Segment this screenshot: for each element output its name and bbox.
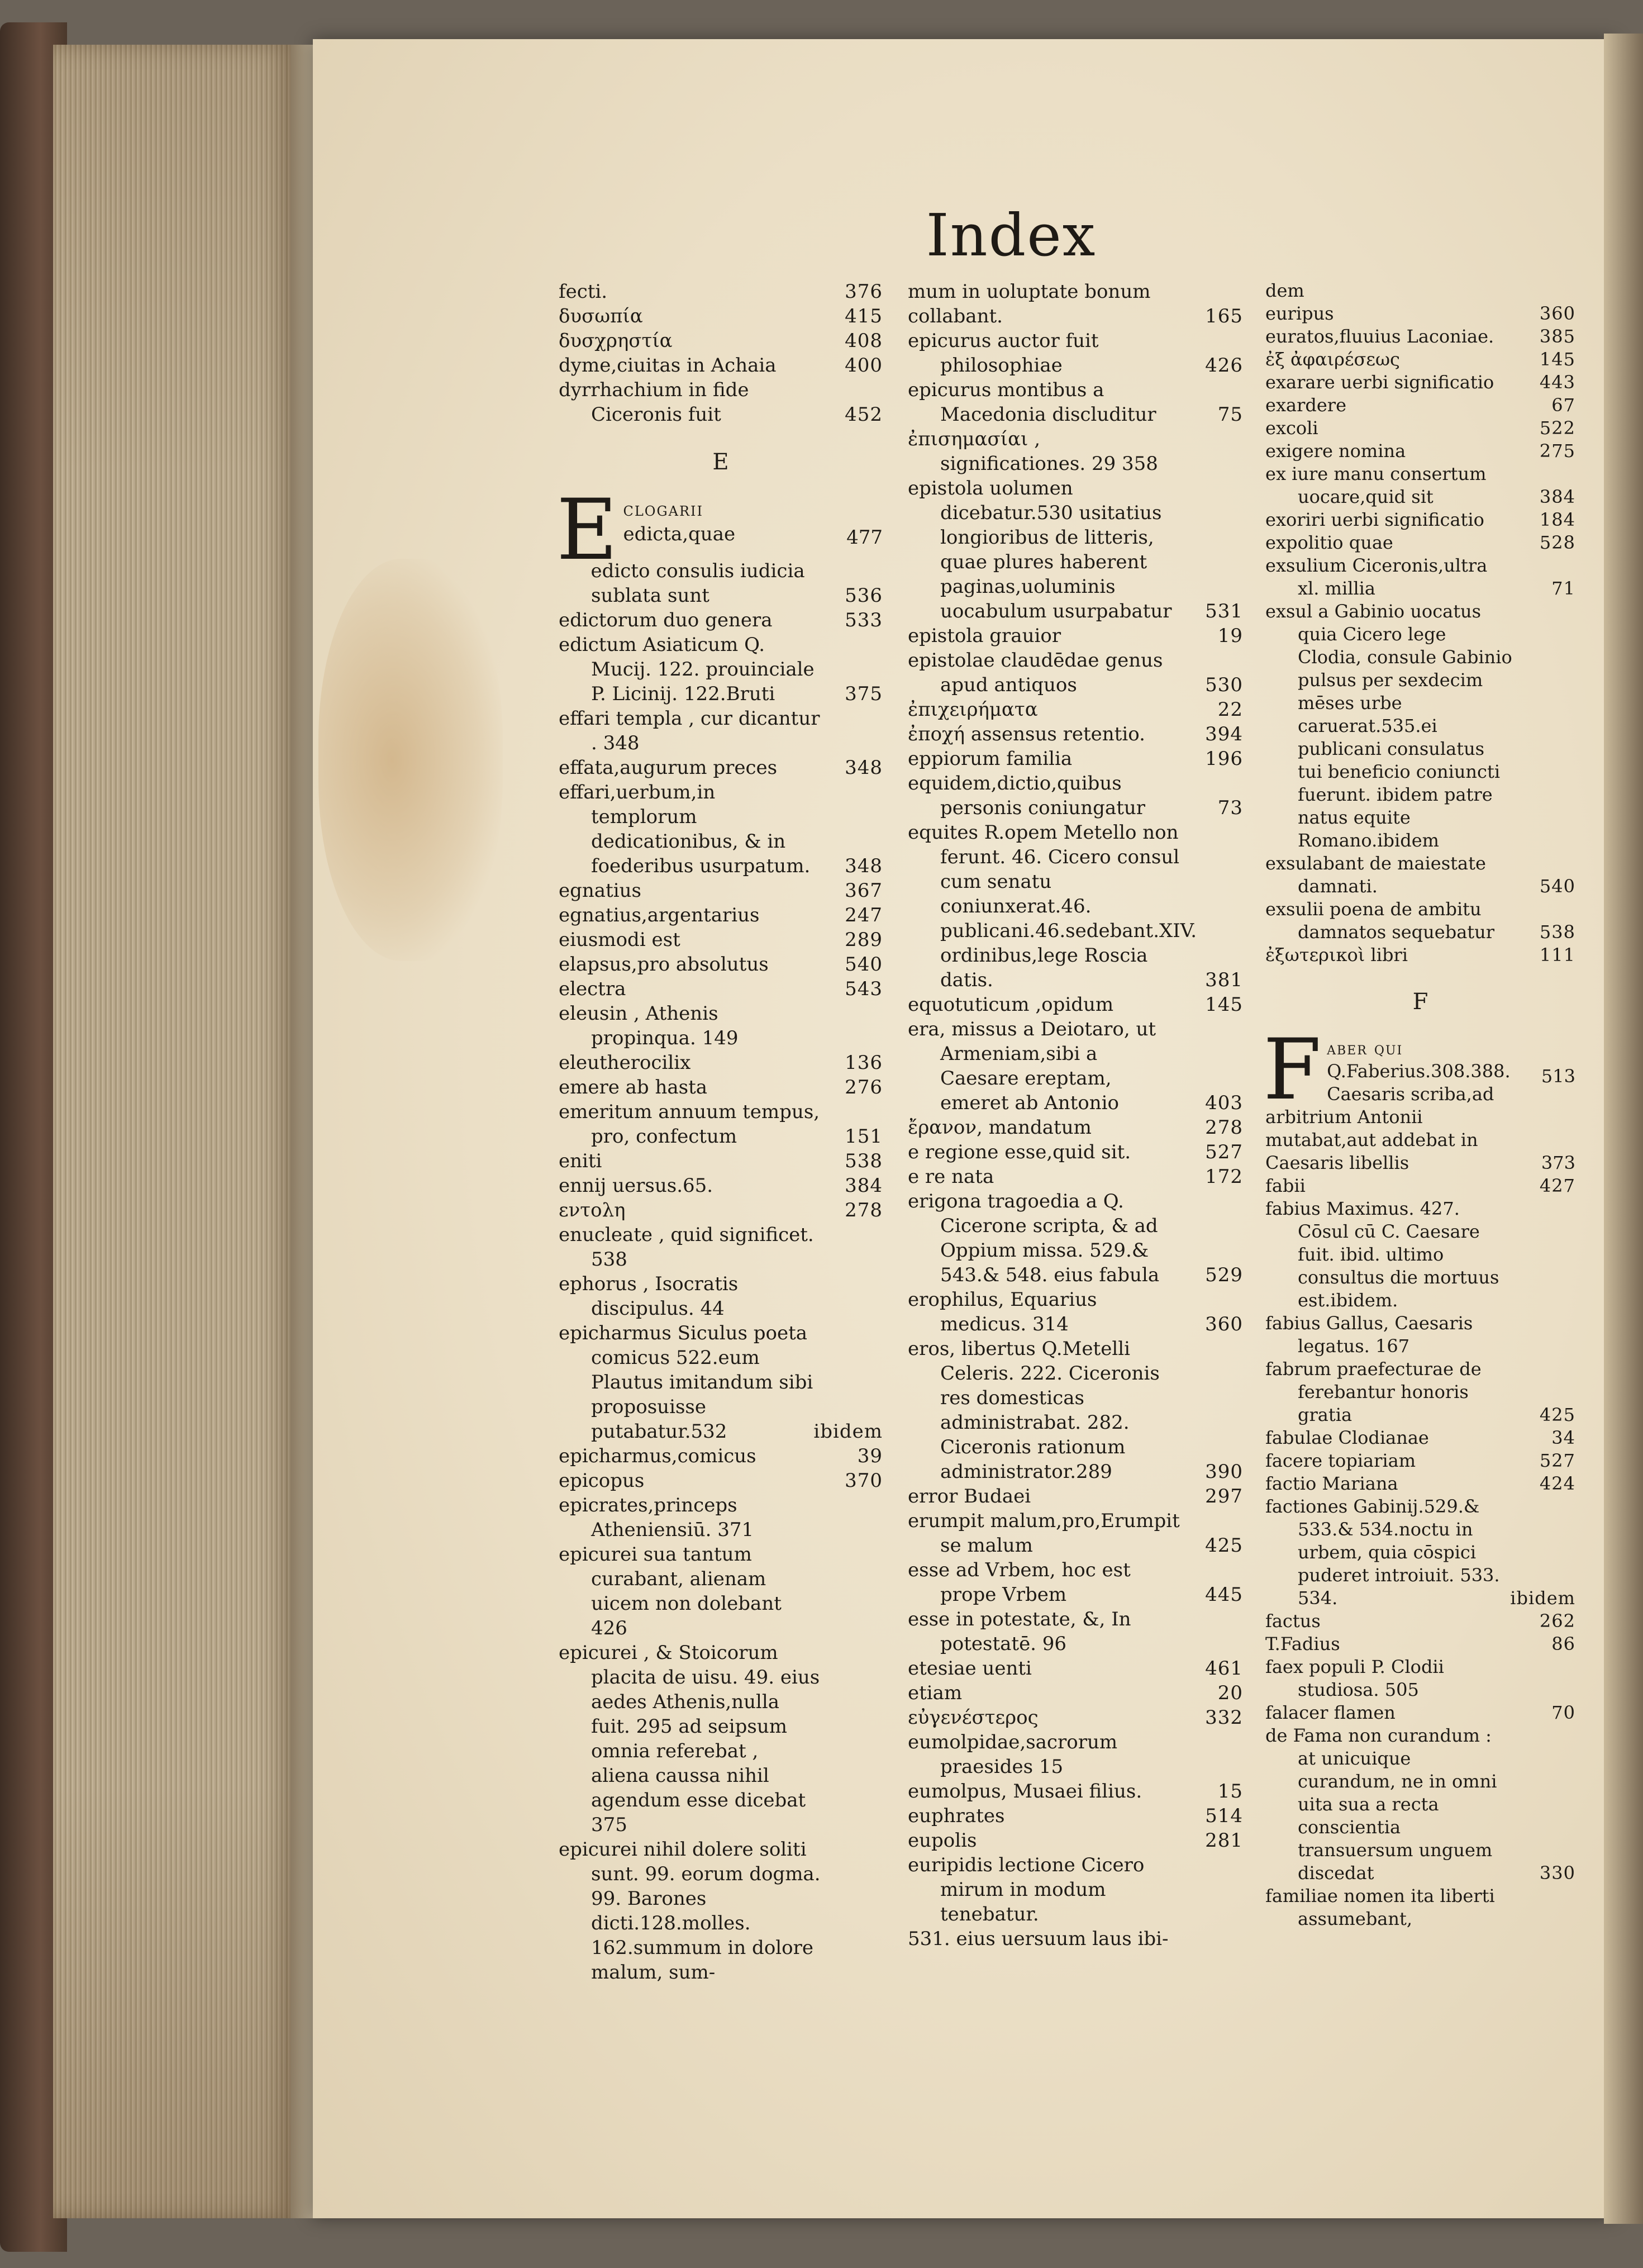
index-entry xyxy=(908,1804,1243,1828)
index-entry xyxy=(559,1149,883,1173)
entry-text: equotuticum ,opidum xyxy=(908,993,1114,1016)
entry-text: expolitio quae xyxy=(1265,532,1393,553)
page-reference: 538 xyxy=(1539,921,1575,943)
index-entry xyxy=(1265,417,1575,440)
index-entry xyxy=(559,1321,883,1444)
entry-text: euripus xyxy=(1265,303,1334,324)
page-reference: 360 xyxy=(1205,1313,1243,1335)
entry-text: edicta,quae xyxy=(623,523,736,545)
entry-text: εὐγενέστερος xyxy=(908,1706,1039,1729)
entry-text: epicrates,princeps Atheniensiū. 371 xyxy=(559,1494,754,1541)
entry-text: dem xyxy=(1265,280,1304,301)
page-reference: 370 xyxy=(845,1470,883,1492)
index-entry xyxy=(908,624,1243,648)
page-reference: 530 xyxy=(1205,674,1243,696)
index-entry xyxy=(559,1468,883,1493)
entry-text: emere ab hasta xyxy=(559,1076,708,1099)
index-entry xyxy=(559,279,883,304)
page-reference: 34 xyxy=(1551,1427,1575,1448)
index-entry xyxy=(1265,508,1575,531)
index-entry xyxy=(908,1730,1243,1779)
index-entry xyxy=(908,747,1243,771)
index-entry xyxy=(1265,325,1575,348)
entry-text: epistola grauior xyxy=(908,625,1061,647)
page-reference: 540 xyxy=(1539,876,1575,897)
entry-text: exardere xyxy=(1265,394,1347,416)
entry-text: factiones Gabinij.529.& 533.& 534.noctu in urbem, quia cōspici puderet introiuit. 533. 534. xyxy=(1265,1496,1500,1609)
page-reference: 403 xyxy=(1205,1092,1243,1114)
entry-text: euratos,fluuius Laconiae. xyxy=(1265,326,1494,347)
page-reference: 425 xyxy=(1205,1534,1243,1557)
entry-text: eniti xyxy=(559,1150,602,1172)
page-reference: 247 xyxy=(845,904,883,926)
entry-text: Q.Faberius.308.388. Caesaris scriba,ad arbitrium Antonii mutabat,aut addebat in Caesaris libellis xyxy=(1265,1061,1511,1173)
page-reference: 426 xyxy=(1205,354,1243,377)
index-entry xyxy=(559,608,883,633)
entry-text: epicharmus,comicus xyxy=(559,1445,756,1467)
page-reference: 71 xyxy=(1551,578,1575,599)
entry-text: ἐξ ἀφαιρέσεως xyxy=(1265,349,1400,370)
entry-text: fecti. xyxy=(559,280,608,303)
entry-text: error Budaei xyxy=(908,1485,1031,1508)
entry-text: e re nata xyxy=(908,1166,994,1188)
index-entry xyxy=(908,1189,1243,1287)
page-reference: 400 xyxy=(845,354,883,377)
index-entry xyxy=(1265,1885,1575,1931)
page-reference: 373 xyxy=(1541,1152,1575,1173)
index-entry xyxy=(1265,440,1575,463)
entry-text: eumolpidae,sacrorum praesides 15 xyxy=(908,1731,1118,1778)
entry-text: ἐξωτερικοὶ libri xyxy=(1265,944,1408,966)
index-entry xyxy=(908,771,1243,820)
page-reference: 330 xyxy=(1539,1862,1575,1884)
index-entry xyxy=(1265,600,1575,852)
page-reference: 461 xyxy=(1205,1657,1243,1680)
entry-text: fabius Maximus. 427. Cōsul cū C. Caesare fuit. ibid. ultimo consultus die mortuus est.ibidem. xyxy=(1265,1198,1499,1311)
index-entry xyxy=(1265,1656,1575,1701)
index-entry xyxy=(908,476,1243,624)
index-entry xyxy=(559,1075,883,1100)
page-reference: 425 xyxy=(1539,1404,1575,1425)
index-entry xyxy=(908,378,1243,427)
entry-text: effari,uerbum,in templorum dedicationibus, & in foederibus usurpatum. xyxy=(559,781,811,877)
entry-text: faex populi P. Clodii studiosa. 505 xyxy=(1265,1656,1444,1700)
index-entry xyxy=(1265,852,1575,898)
entry-text: factio Mariana xyxy=(1265,1473,1398,1494)
entry-text: epicurus montibus a Macedonia discluditur xyxy=(908,379,1156,426)
index-entry xyxy=(908,722,1243,747)
entry-text: exsulabant de maiestate damnati. xyxy=(1265,853,1486,897)
page-reference: 543 xyxy=(845,978,883,1000)
index-entry xyxy=(908,279,1243,329)
entry-text: equites R.opem Metello non ferunt. 46. Cicero consul cum senatu coniunxerat.46. publicani.46.sedebant.XIV. ordinibus,lege Roscia datis. xyxy=(908,821,1197,991)
page-block-edges xyxy=(53,45,299,2218)
index-entry xyxy=(1265,1701,1575,1724)
page-reference: 196 xyxy=(1205,748,1243,770)
index-entry xyxy=(1265,1197,1575,1312)
page-reference: ibidem xyxy=(813,1420,883,1443)
page-reference: 22 xyxy=(1217,698,1243,721)
index-entry xyxy=(908,992,1243,1017)
index-entry xyxy=(908,1681,1243,1705)
page-reference: ibidem xyxy=(1510,1587,1575,1609)
index-entry xyxy=(559,1542,883,1641)
index-entry xyxy=(908,329,1243,378)
index-entry xyxy=(559,1173,883,1198)
entry-text: exsul a Gabinio uocatus quia Cicero lege Clodia, consule Gabinio pulsus per sexdecim mēses urbe caruerat.535.ei publicani consulatus tui beneficio coniuncti fuerunt. ibidem patre natus equite Romano.ibidem xyxy=(1265,601,1512,851)
index-entry xyxy=(1265,898,1575,944)
page-reference: 70 xyxy=(1551,1702,1575,1723)
entry-text: elapsus,pro absolutus xyxy=(559,953,769,976)
index-entry xyxy=(559,977,883,1001)
index-column-2 xyxy=(908,279,1243,1951)
entry-text: de Fama non curandum : at unicuique curandum, ne in omni uita sua a recta conscientia transuersum unguem discedat xyxy=(1265,1725,1497,1884)
section-letter: E xyxy=(712,449,729,475)
page-reference: 390 xyxy=(1205,1461,1243,1483)
entry-text: ennij uersus.65. xyxy=(559,1175,713,1197)
index-entry xyxy=(559,1001,883,1050)
index-entry xyxy=(1265,348,1575,371)
page-reference: 527 xyxy=(1205,1141,1243,1163)
page-reference: 513 xyxy=(1541,1066,1575,1087)
entry-text: familiae nomen ita liberti assumebant, xyxy=(1265,1885,1495,1929)
index-entry xyxy=(1265,1358,1575,1427)
index-entry xyxy=(559,1493,883,1542)
entry-text: fabulae Clodianae xyxy=(1265,1427,1429,1448)
index-entry xyxy=(908,1558,1243,1607)
page-reference: 15 xyxy=(1217,1780,1243,1803)
index-entry xyxy=(559,1198,883,1223)
entry-headword: aber qui xyxy=(1327,1038,1403,1059)
page-reference: 73 xyxy=(1217,797,1243,819)
entry-text: 531. eius uersuum laus ibi- xyxy=(908,1928,1169,1950)
page-reference: 443 xyxy=(1539,372,1575,393)
page-reference: 367 xyxy=(845,879,883,902)
page-reference: 348 xyxy=(845,855,883,877)
index-entry xyxy=(559,329,883,353)
entry-text: egnatius,argentarius xyxy=(559,904,760,926)
entry-text: egnatius xyxy=(559,879,641,902)
page-reference: 151 xyxy=(845,1125,883,1148)
entry-text: δυσχρηστία xyxy=(559,330,673,352)
page-reference: 381 xyxy=(1205,969,1243,991)
entry-text: emeritum annuum tempus, pro, confectum xyxy=(559,1101,820,1148)
page-reference: 533 xyxy=(845,609,883,631)
index-entry xyxy=(908,1164,1243,1189)
entry-text: equidem,dictio,quibus personis coniungatur xyxy=(908,772,1146,819)
page-reference: 408 xyxy=(845,330,883,352)
entry-text: fabrum praefecturae de ferebantur honoris gratia xyxy=(1265,1358,1482,1425)
page-reference: 278 xyxy=(1205,1116,1243,1139)
index-entry xyxy=(559,304,883,329)
entry-text: e regione esse,quid sit. xyxy=(908,1141,1131,1163)
entry-text: electra xyxy=(559,978,626,1000)
page-reference: 75 xyxy=(1217,403,1243,426)
entry-text: ἐποχή assensus retentio. xyxy=(908,723,1145,745)
entry-text: epicurei nihil dolere soliti sunt. 99. eorum dogma. 99. Barones dicti.128.molles. 162.summum in dolore malum, sum- xyxy=(559,1838,821,1984)
index-entry xyxy=(908,1656,1243,1681)
index-entry-initial xyxy=(1263,1021,1575,1175)
index-entry xyxy=(559,378,883,427)
entry-text: δυσωπία xyxy=(559,305,643,327)
index-entry xyxy=(908,1927,1243,1951)
index-entry xyxy=(559,952,883,977)
entry-text: enucleate , quid significet. 538 xyxy=(559,1224,814,1271)
index-entry xyxy=(908,697,1243,722)
page-reference: 424 xyxy=(1539,1473,1575,1494)
entry-text: ephorus , Isocratis discipulus. 44 xyxy=(559,1273,739,1320)
page-reference: 278 xyxy=(845,1199,883,1221)
index-entry xyxy=(1265,554,1575,600)
entry-text: mum in uoluptate bonum collabant. xyxy=(908,280,1151,327)
entry-text: exoriri uerbi significatio xyxy=(1265,509,1484,530)
entry-text: fabii xyxy=(1265,1175,1306,1196)
index-entry xyxy=(1265,1472,1575,1495)
entry-text: factus xyxy=(1265,1610,1321,1632)
page-reference: 427 xyxy=(1539,1175,1575,1196)
water-stain xyxy=(318,559,503,961)
index-entry xyxy=(1265,463,1575,508)
page-reference: 281 xyxy=(1205,1829,1243,1852)
page-reference: 297 xyxy=(1205,1485,1243,1508)
index-entry xyxy=(908,1853,1243,1927)
page-reference: 514 xyxy=(1205,1805,1243,1827)
index-entry xyxy=(559,1837,883,1985)
index-entry xyxy=(1265,394,1575,417)
entry-text: T.Fadius xyxy=(1265,1633,1340,1654)
index-entry xyxy=(1265,279,1575,302)
page-reference: 172 xyxy=(1205,1166,1243,1188)
entry-text: eppiorum familia xyxy=(908,748,1073,770)
entry-text: ἔρανον, mandatum xyxy=(908,1116,1092,1139)
page-reference: 522 xyxy=(1539,417,1575,439)
entry-text: effari templa , cur dicantur . 348 xyxy=(559,707,820,754)
page-reference: 528 xyxy=(1539,532,1575,553)
index-entry xyxy=(559,633,883,706)
index-column-1 xyxy=(556,279,883,1985)
entry-text: eleusin , Athenis propinqua. 149 xyxy=(559,1002,739,1049)
entry-text: epistolae claudēdae genus apud antiquos xyxy=(908,649,1163,696)
page-reference: 540 xyxy=(845,953,883,976)
drop-cap: F xyxy=(1263,1021,1322,1119)
drop-cap: E xyxy=(556,482,618,579)
page-reference: 536 xyxy=(845,584,883,607)
entry-text: ex iure manu consertum uocare,quid sit xyxy=(1265,463,1487,507)
index-entry xyxy=(908,1140,1243,1164)
page-reference: 67 xyxy=(1551,394,1575,416)
page-reference: 531 xyxy=(1205,600,1243,622)
index-entry xyxy=(1265,1495,1575,1610)
index-entry xyxy=(908,1779,1243,1804)
entry-text: etesiae uenti xyxy=(908,1657,1032,1680)
index-entry xyxy=(908,1509,1243,1558)
page-reference: 385 xyxy=(1539,326,1575,347)
entry-text: fabius Gallus, Caesaris legatus. 167 xyxy=(1265,1313,1473,1357)
index-entry xyxy=(908,648,1243,697)
page-reference: 445 xyxy=(1205,1584,1243,1606)
entry-text: erophilus, Equarius medicus. 314 xyxy=(908,1288,1097,1335)
page-reference: 527 xyxy=(1539,1450,1575,1471)
entry-text: exigere nomina xyxy=(1265,440,1406,462)
page-reference: 348 xyxy=(845,757,883,779)
entry-text: ἐπιχειρήματα xyxy=(908,698,1038,721)
index-entry xyxy=(559,755,883,780)
page-reference: 39 xyxy=(857,1445,883,1467)
entry-text: edictum Asiaticum Q. Mucij. 122. prouinciale P. Licinij. 122.Bruti xyxy=(559,634,815,705)
page-reference: 452 xyxy=(845,403,883,426)
page-reference: 111 xyxy=(1539,944,1575,966)
entry-text: etiam xyxy=(908,1682,963,1704)
index-entry xyxy=(559,878,883,903)
entry-text: falacer flamen xyxy=(1265,1702,1396,1723)
index-entry xyxy=(559,1100,883,1149)
index-entry xyxy=(559,353,883,378)
index-entry xyxy=(1265,371,1575,394)
entry-text: esse in potestate, &, In potestatē. 96 xyxy=(908,1608,1131,1655)
index-entry xyxy=(559,1223,883,1272)
index-entry xyxy=(559,928,883,952)
index-entry xyxy=(908,1828,1243,1853)
entry-text: facere topiariam xyxy=(1265,1450,1416,1471)
entry-text: euphrates xyxy=(908,1805,1005,1827)
page-reference: 394 xyxy=(1205,723,1243,745)
entry-text: edicto consulis iudicia sublata sunt xyxy=(590,560,805,607)
entry-text: eiusmodi est xyxy=(559,929,680,951)
entry-text: epicurei sua tantum curabant, alienam uicem non dolebant 426 xyxy=(559,1543,782,1639)
index-entry xyxy=(908,427,1243,476)
index-entry xyxy=(1265,1175,1575,1197)
entry-text: epistola uolumen dicebatur.530 usitatius longioribus de litteris, quae plures haberent paginas,uoluminis uocabulum usurpabatur xyxy=(908,477,1172,622)
entry-text: εντολη xyxy=(559,1199,626,1221)
page-reference: 332 xyxy=(1205,1706,1243,1729)
page-reference: 375 xyxy=(845,683,883,705)
index-entry xyxy=(1265,1312,1575,1358)
entry-text: eupolis xyxy=(908,1829,977,1852)
page-reference: 20 xyxy=(1217,1682,1243,1704)
index-entry xyxy=(908,1607,1243,1656)
entry-text: epicurus auctor fuit philosophiae xyxy=(908,330,1099,377)
index-entry xyxy=(908,820,1243,992)
page-reference: 477 xyxy=(846,526,883,549)
entry-text: exarare uerbi significatio xyxy=(1265,372,1494,393)
page-reference: 415 xyxy=(845,305,883,327)
entry-text: excoli xyxy=(1265,417,1318,439)
entry-text: esse ad Vrbem, hoc est prope Vrbem xyxy=(908,1559,1131,1606)
page-reference: 538 xyxy=(845,1150,883,1172)
page-reference: 86 xyxy=(1551,1633,1575,1654)
index-entry xyxy=(1265,944,1575,967)
page-reference: 136 xyxy=(845,1052,883,1074)
entry-text: dyrrhachium in fide Ciceronis fuit xyxy=(559,379,749,426)
index-entry xyxy=(1265,1633,1575,1656)
page-reference: 262 xyxy=(1539,1610,1575,1632)
page-reference: 384 xyxy=(845,1175,883,1197)
entry-text: euripidis lectione Cicero mirum in modum tenebatur. xyxy=(908,1854,1145,1925)
index-entry xyxy=(559,559,883,608)
index-entry xyxy=(908,1017,1243,1115)
page-reference: 165 xyxy=(1205,305,1243,327)
entry-text: eleutherocilix xyxy=(559,1052,691,1074)
page-reference: 275 xyxy=(1539,440,1575,462)
index-entry xyxy=(559,1050,883,1075)
index-entry xyxy=(559,1641,883,1837)
index-entry xyxy=(559,1272,883,1321)
entry-text: epicurei , & Stoicorum placita de uisu. 49. eius aedes Athenis,nulla fuit. 295 ad seipsum omnia referebat , aliena caussa nihil agendum esse dicebat 375 xyxy=(559,1642,820,1836)
page-reference: 184 xyxy=(1539,509,1575,530)
index-entry-initial xyxy=(556,482,883,579)
entry-text: erigona tragoedia a Q. Cicerone scripta, & ad Oppium missa. 529.& 543.& 548. eius fabula xyxy=(908,1190,1160,1286)
entry-text: eumolpus, Musaei filius. xyxy=(908,1780,1142,1803)
entry-text: exsulii poena de ambitu damnatos sequebatur xyxy=(1265,898,1495,943)
index-entry xyxy=(559,780,883,878)
page-reference: 19 xyxy=(1217,625,1243,647)
page-reference: 529 xyxy=(1205,1264,1243,1286)
entry-text: effata,augurum preces xyxy=(559,757,778,779)
entry-text: epicopus xyxy=(559,1470,645,1492)
index-entry xyxy=(1265,1724,1575,1885)
index-entry xyxy=(908,1337,1243,1484)
page-reference: 289 xyxy=(845,929,883,951)
entry-text: edictorum duo genera xyxy=(559,609,773,631)
index-entry xyxy=(1265,1610,1575,1633)
entry-headword: clogarii xyxy=(623,498,704,521)
entry-text: dyme,ciuitas in Achaia xyxy=(559,354,777,377)
index-entry xyxy=(1265,302,1575,325)
entry-text: eros, libertus Q.Metelli Celeris. 222. Ciceronis res domesticas administrabat. 282. Ciceronis rationum administrator.289 xyxy=(908,1338,1160,1483)
page-reference: 384 xyxy=(1539,486,1575,507)
page-reference: 276 xyxy=(845,1076,883,1099)
index-entry xyxy=(559,1444,883,1468)
entry-text: ἐπισημασίαι , significationes. 29 358 xyxy=(908,428,1158,475)
index-entry xyxy=(908,1115,1243,1140)
index-entry xyxy=(1265,1449,1575,1472)
page-reference: 360 xyxy=(1539,303,1575,324)
page-title: Index xyxy=(926,201,1097,269)
index-entry xyxy=(908,1705,1243,1730)
index-entry xyxy=(559,706,883,755)
entry-text: era, missus a Deiotaro, ut Armeniam,sibi a Caesare ereptam, emeret ab Antonio xyxy=(908,1018,1156,1114)
index-entry xyxy=(559,903,883,928)
index-entry xyxy=(1265,1427,1575,1449)
index-column-3 xyxy=(1265,279,1575,1931)
index-entry xyxy=(1265,531,1575,554)
entry-text: erumpit malum,pro,Erumpit se malum xyxy=(908,1510,1180,1557)
page-reference: 376 xyxy=(845,280,883,303)
entry-text: exsulium Ciceronis,ultra xl. millia xyxy=(1265,555,1488,599)
index-entry xyxy=(908,1287,1243,1337)
index-entry xyxy=(908,1484,1243,1509)
page-reference: 145 xyxy=(1205,993,1243,1016)
section-letter: F xyxy=(1412,989,1428,1015)
book-edge-right xyxy=(1604,34,1643,2224)
entry-text: epicharmus Siculus poeta comicus 522.eum Plautus imitandum sibi proposuisse putabatur.532 xyxy=(559,1322,813,1443)
page-reference: 145 xyxy=(1539,349,1575,370)
